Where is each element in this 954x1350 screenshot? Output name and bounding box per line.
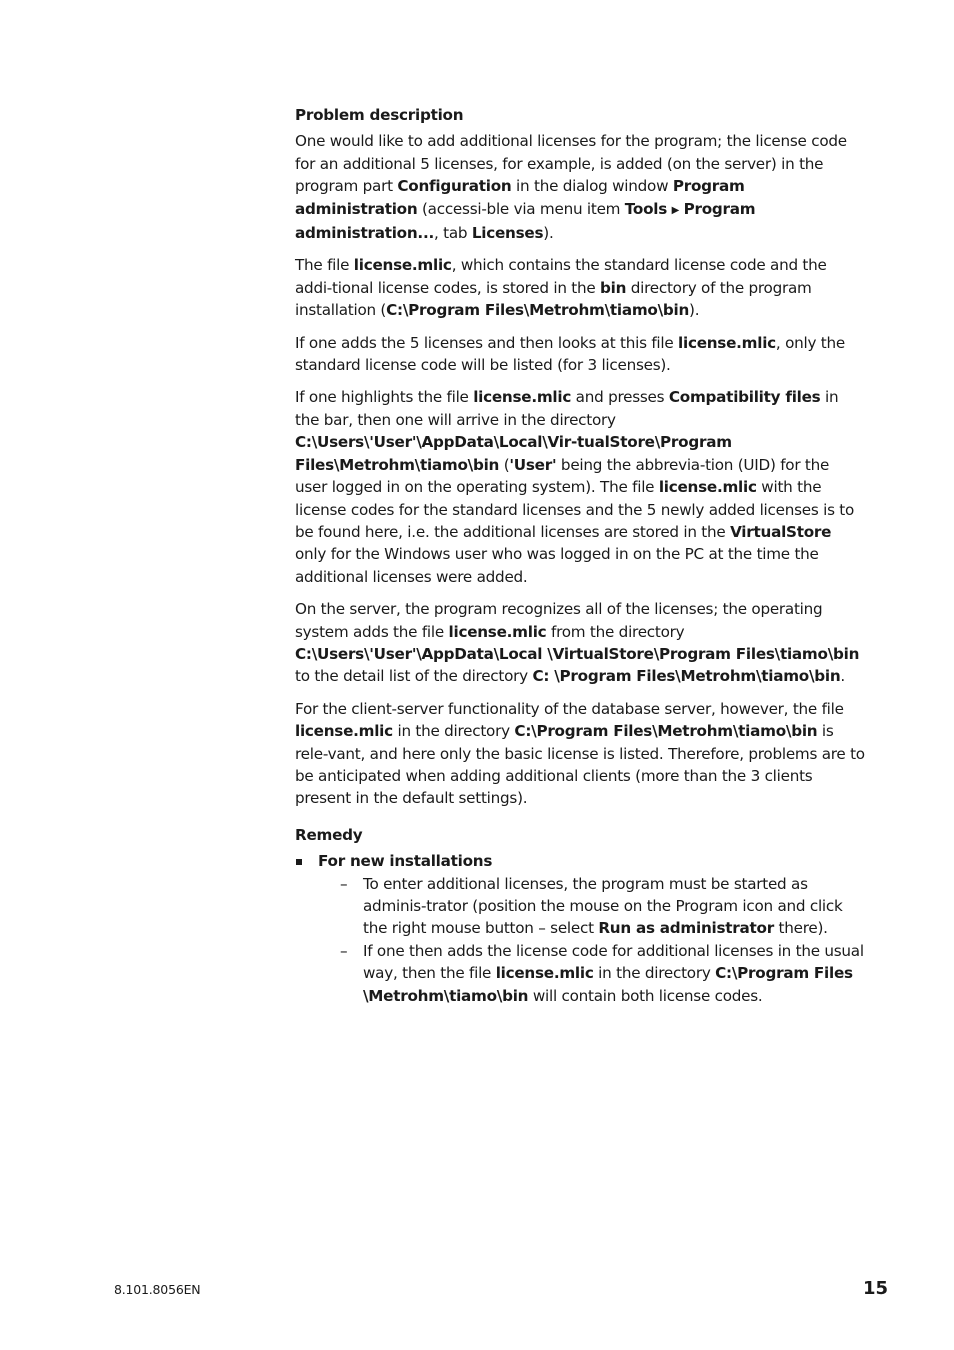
remedy-steps: [295, 873, 865, 1007]
paragraph-6: For the client-server functionality of the database server, however, the file license.mlic in the directory C:\Program Files\Metrohm\tiamo\bin is rele-vant, and here only the basic license is listed. Therefore, problems are to be anticipated when adding additional clients (more than the 3 clients present in the default settings).: [295, 699, 865, 808]
dash-icon: –: [340, 941, 348, 960]
paragraph-1: One would like to add additional licenses for the program; the license code for an additional 5 licenses, for example, is added (on the server) in the program part Configuration in the dialog window Program administration (accessi-ble via menu item Tools ▶ Program administration..., tab Licenses).: [295, 132, 847, 243]
remedy-step-2: – If one then adds the license code for additional licenses in the usual way, then the file license.mlic in the directory C:\Program Files \Metrohm\tiamo\bin will contain both license codes.: [340, 941, 864, 1005]
paragraph-4: If one highlights the file license.mlic and presses Compatibility files in the bar, then one will arrive in the directory C:\Users\'User'\AppData\Local\Vir-tualStore\Program Files\Metrohm\tiamo\bin ('User' being the abbrevia-tion (UID) for the user logged in on the operating system). The file license.mlic with the license codes for the standard licenses and the 5 newly added licenses is to be found here, i.e. the additional licenses are stored in the VirtualStore only for the Windows user who was logged in on the PC at the time the additional licenses were added.: [295, 388, 855, 586]
page-content: [295, 104, 865, 1007]
paragraph-3: If one adds the 5 licenses and then looks at this file license.mlic, only the standard license code will be listed (for 3 licenses).: [295, 333, 845, 375]
remedy-step-1: – To enter additional licenses, the program must be started as adminis-trator (position the mouse on the Program icon and click the right mouse button – select Run as administrator there).: [340, 874, 843, 938]
menu-arrow-icon: ▶: [671, 204, 680, 216]
paragraph-2: The file license.mlic, which contains the standard license code and the addi-tional license codes, is stored in the bin directory of the program installation (C:\Program Files\Metrohm\tiamo\bin).: [295, 256, 827, 320]
document-number: 8.101.8056EN: [114, 1282, 201, 1297]
dash-icon: –: [340, 874, 348, 893]
paragraph-5: On the server, the program recognizes all of the licenses; the operating system adds the file license.mlic from the directory C:\Users\'User'\AppData\Local \VirtualStore\Program Files\tiamo\bin to the detail list of the directory C: \Program Files\Metrohm\tiamo\bin.: [295, 600, 860, 686]
square-bullet-icon: [296, 859, 302, 865]
bullet-new-installations: For new installations: [295, 850, 865, 872]
remedy-heading: Remedy: [295, 825, 363, 844]
problem-description-heading: Problem description: [295, 106, 464, 124]
page-number: 15: [862, 1278, 888, 1299]
